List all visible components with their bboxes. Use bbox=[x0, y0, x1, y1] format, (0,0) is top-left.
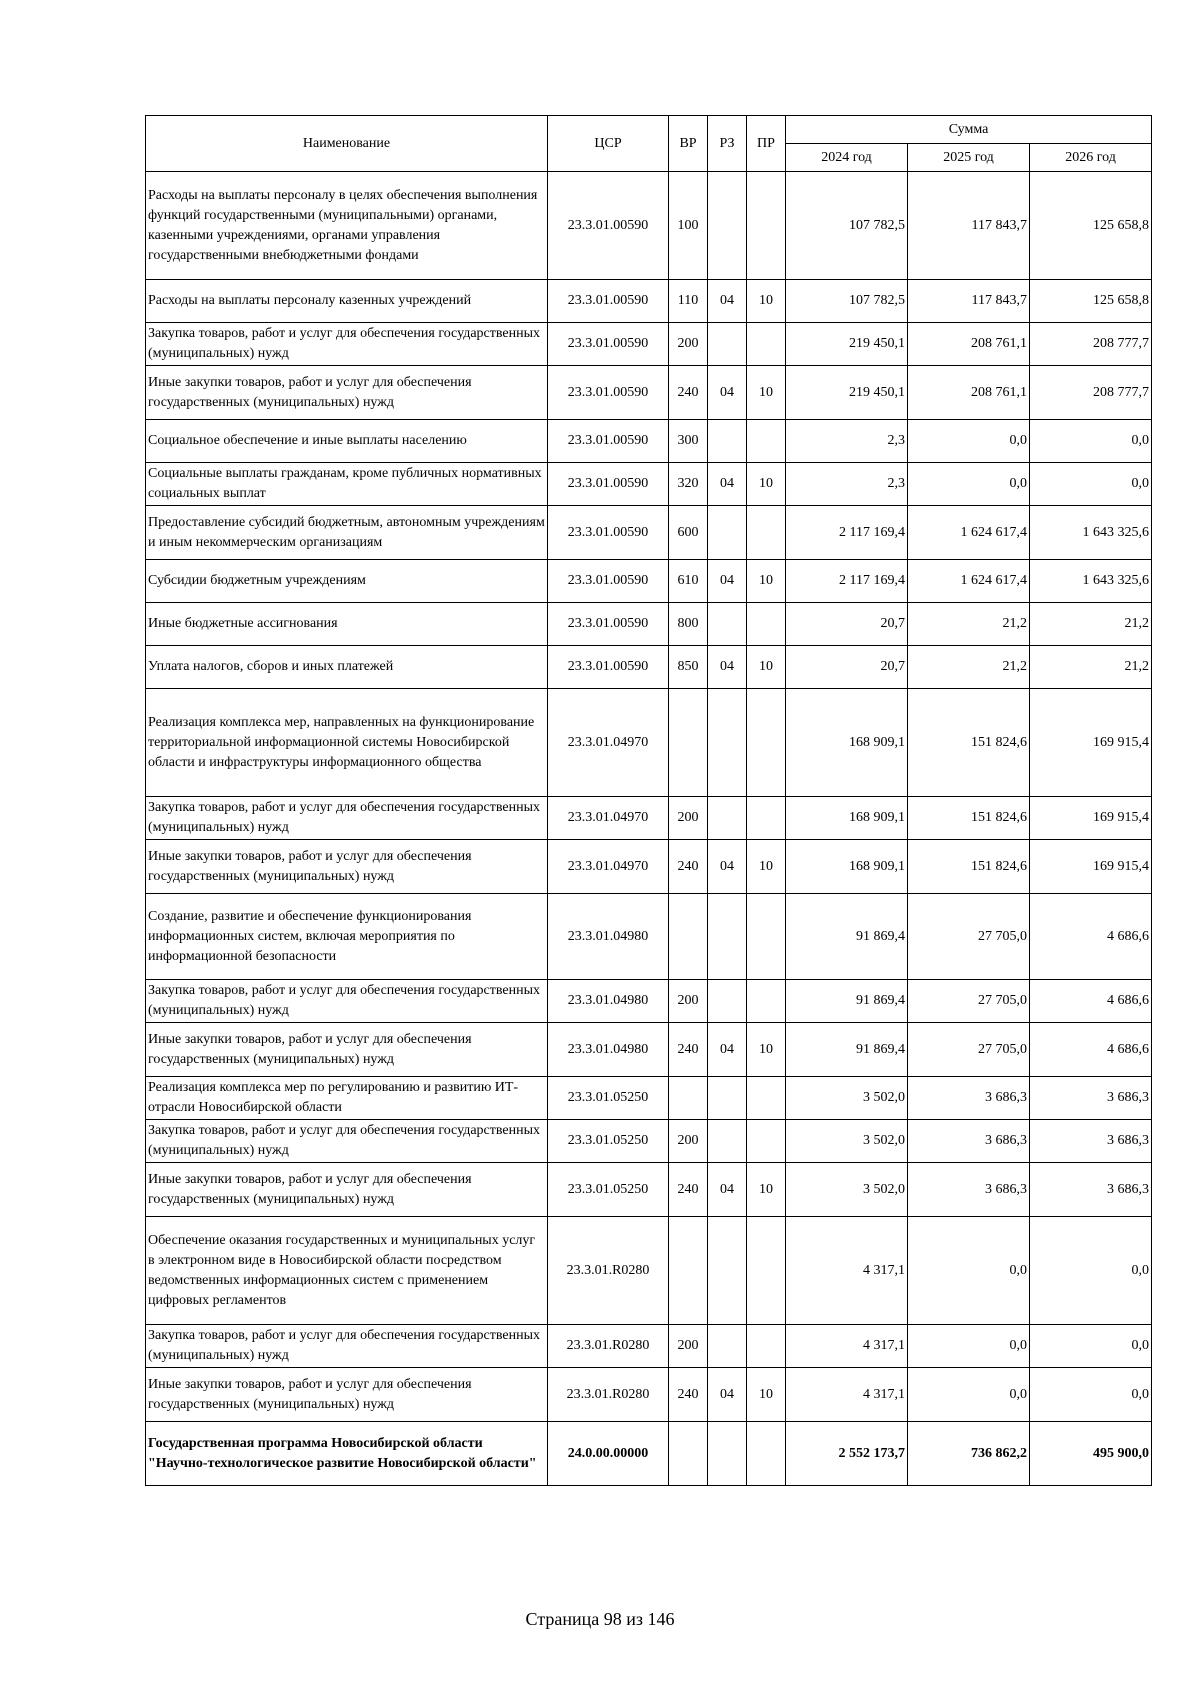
row-csr: 23.3.01.00590 bbox=[548, 506, 669, 560]
row-pr bbox=[747, 1120, 786, 1163]
row-amount-2025: 21,2 bbox=[908, 646, 1030, 689]
row-name: Закупка товаров, работ и услуг для обеспечения государственных (муниципальных) нужд bbox=[146, 323, 548, 366]
header-name: Наименование bbox=[146, 116, 548, 172]
table-row bbox=[146, 1077, 1152, 1120]
row-rz bbox=[708, 689, 747, 797]
row-csr: 23.3.01.05250 bbox=[548, 1163, 669, 1217]
row-pr bbox=[747, 603, 786, 646]
table-row bbox=[146, 1422, 1152, 1486]
table-row bbox=[146, 1368, 1152, 1422]
row-pr bbox=[747, 506, 786, 560]
row-csr: 23.3.01.R0280 bbox=[548, 1368, 669, 1422]
row-csr: 23.3.01.04970 bbox=[548, 840, 669, 894]
row-csr: 23.3.01.04980 bbox=[548, 980, 669, 1023]
table-row bbox=[146, 689, 1152, 797]
row-name: Реализация комплекса мер, направленных на функционирование территориальной информационной системы Новосибирской области и инфраструктуры информационного общества bbox=[146, 689, 548, 797]
row-pr: 10 bbox=[747, 1023, 786, 1077]
row-vr: 240 bbox=[669, 840, 708, 894]
row-amount-2025: 151 824,6 bbox=[908, 840, 1030, 894]
table-row bbox=[146, 840, 1152, 894]
row-vr: 300 bbox=[669, 420, 708, 463]
row-pr: 10 bbox=[747, 840, 786, 894]
row-amount-2025: 208 761,1 bbox=[908, 323, 1030, 366]
row-name: Закупка товаров, работ и услуг для обеспечения государственных (муниципальных) нужд bbox=[146, 1120, 548, 1163]
row-vr: 100 bbox=[669, 172, 708, 280]
row-pr bbox=[747, 323, 786, 366]
table-row bbox=[146, 506, 1152, 560]
row-amount-2026: 3 686,3 bbox=[1030, 1163, 1152, 1217]
row-rz: 04 bbox=[708, 560, 747, 603]
row-vr: 610 bbox=[669, 560, 708, 603]
row-amount-2024: 91 869,4 bbox=[786, 894, 908, 980]
row-pr: 10 bbox=[747, 280, 786, 323]
row-amount-2024: 2,3 bbox=[786, 420, 908, 463]
row-pr: 10 bbox=[747, 1163, 786, 1217]
table-row bbox=[146, 603, 1152, 646]
table-row bbox=[146, 1163, 1152, 1217]
row-rz: 04 bbox=[708, 280, 747, 323]
row-amount-2024: 2 117 169,4 bbox=[786, 506, 908, 560]
row-amount-2026: 1 643 325,6 bbox=[1030, 506, 1152, 560]
row-pr bbox=[747, 689, 786, 797]
row-csr: 23.3.01.00590 bbox=[548, 172, 669, 280]
row-amount-2026: 208 777,7 bbox=[1030, 323, 1152, 366]
row-name: Субсидии бюджетным учреждениям bbox=[146, 560, 548, 603]
row-amount-2025: 0,0 bbox=[908, 463, 1030, 506]
row-rz: 04 bbox=[708, 840, 747, 894]
row-vr: 240 bbox=[669, 1023, 708, 1077]
row-amount-2025: 27 705,0 bbox=[908, 1023, 1030, 1077]
row-amount-2024: 3 502,0 bbox=[786, 1077, 908, 1120]
row-name: Закупка товаров, работ и услуг для обеспечения государственных (муниципальных) нужд bbox=[146, 980, 548, 1023]
page-number: Страница 98 из 146 bbox=[525, 1609, 675, 1629]
row-amount-2024: 4 317,1 bbox=[786, 1325, 908, 1368]
row-pr bbox=[747, 1422, 786, 1486]
row-amount-2025: 1 624 617,4 bbox=[908, 506, 1030, 560]
row-rz bbox=[708, 1217, 747, 1325]
row-name: Предоставление субсидий бюджетным, автономным учреждениям и иным некоммерческим организациям bbox=[146, 506, 548, 560]
row-amount-2026: 125 658,8 bbox=[1030, 280, 1152, 323]
row-vr: 320 bbox=[669, 463, 708, 506]
row-amount-2024: 3 502,0 bbox=[786, 1120, 908, 1163]
row-csr: 24.0.00.00000 bbox=[548, 1422, 669, 1486]
header-vr: ВР bbox=[669, 116, 708, 172]
row-vr bbox=[669, 894, 708, 980]
row-amount-2026: 0,0 bbox=[1030, 420, 1152, 463]
row-amount-2025: 208 761,1 bbox=[908, 366, 1030, 420]
row-rz bbox=[708, 797, 747, 840]
row-amount-2026: 125 658,8 bbox=[1030, 172, 1152, 280]
table-row bbox=[146, 420, 1152, 463]
row-rz: 04 bbox=[708, 1023, 747, 1077]
row-rz bbox=[708, 603, 747, 646]
row-name: Иные закупки товаров, работ и услуг для обеспечения государственных (муниципальных) нужд bbox=[146, 840, 548, 894]
table-row bbox=[146, 463, 1152, 506]
row-amount-2025: 1 624 617,4 bbox=[908, 560, 1030, 603]
row-pr bbox=[747, 797, 786, 840]
table-row bbox=[146, 172, 1152, 280]
row-amount-2026: 0,0 bbox=[1030, 1217, 1152, 1325]
row-name: Социальное обеспечение и иные выплаты населению bbox=[146, 420, 548, 463]
table-row bbox=[146, 1325, 1152, 1368]
row-vr: 850 bbox=[669, 646, 708, 689]
row-csr: 23.3.01.R0280 bbox=[548, 1217, 669, 1325]
row-rz: 04 bbox=[708, 463, 747, 506]
table-body bbox=[146, 172, 1152, 1486]
row-name: Иные закупки товаров, работ и услуг для обеспечения государственных (муниципальных) нужд bbox=[146, 1163, 548, 1217]
row-amount-2026: 4 686,6 bbox=[1030, 980, 1152, 1023]
row-csr: 23.3.01.05250 bbox=[548, 1077, 669, 1120]
row-amount-2026: 21,2 bbox=[1030, 603, 1152, 646]
row-name: Социальные выплаты гражданам, кроме публичных нормативных социальных выплат bbox=[146, 463, 548, 506]
table-row bbox=[146, 366, 1152, 420]
row-csr: 23.3.01.04980 bbox=[548, 894, 669, 980]
row-pr bbox=[747, 172, 786, 280]
row-rz bbox=[708, 1325, 747, 1368]
row-vr: 240 bbox=[669, 366, 708, 420]
row-name: Создание, развитие и обеспечение функционирования информационных систем, включая мероприятия по информационной безопасности bbox=[146, 894, 548, 980]
row-pr: 10 bbox=[747, 560, 786, 603]
row-amount-2025: 736 862,2 bbox=[908, 1422, 1030, 1486]
row-vr: 800 bbox=[669, 603, 708, 646]
row-amount-2026: 3 686,3 bbox=[1030, 1077, 1152, 1120]
row-amount-2024: 168 909,1 bbox=[786, 689, 908, 797]
row-csr: 23.3.01.00590 bbox=[548, 323, 669, 366]
row-pr: 10 bbox=[747, 646, 786, 689]
row-rz bbox=[708, 506, 747, 560]
row-amount-2025: 21,2 bbox=[908, 603, 1030, 646]
row-amount-2024: 91 869,4 bbox=[786, 1023, 908, 1077]
row-rz bbox=[708, 980, 747, 1023]
table-row bbox=[146, 797, 1152, 840]
row-rz bbox=[708, 1422, 747, 1486]
row-amount-2024: 91 869,4 bbox=[786, 980, 908, 1023]
row-name: Иные закупки товаров, работ и услуг для обеспечения государственных (муниципальных) нужд bbox=[146, 1023, 548, 1077]
table-row bbox=[146, 980, 1152, 1023]
row-amount-2025: 0,0 bbox=[908, 1217, 1030, 1325]
header-year-2026: 2026 год bbox=[1030, 144, 1152, 172]
row-amount-2026: 495 900,0 bbox=[1030, 1422, 1152, 1486]
row-rz: 04 bbox=[708, 366, 747, 420]
row-amount-2024: 4 317,1 bbox=[786, 1217, 908, 1325]
row-csr: 23.3.01.00590 bbox=[548, 420, 669, 463]
row-amount-2024: 219 450,1 bbox=[786, 323, 908, 366]
row-amount-2025: 3 686,3 bbox=[908, 1163, 1030, 1217]
row-name: Расходы на выплаты персоналу казенных учреждений bbox=[146, 280, 548, 323]
table-row bbox=[146, 280, 1152, 323]
row-vr: 200 bbox=[669, 980, 708, 1023]
header-pr: ПР bbox=[747, 116, 786, 172]
row-vr: 110 bbox=[669, 280, 708, 323]
row-amount-2026: 169 915,4 bbox=[1030, 689, 1152, 797]
row-amount-2026: 1 643 325,6 bbox=[1030, 560, 1152, 603]
row-amount-2025: 151 824,6 bbox=[908, 689, 1030, 797]
row-vr: 200 bbox=[669, 1325, 708, 1368]
row-csr: 23.3.01.04970 bbox=[548, 689, 669, 797]
row-amount-2025: 0,0 bbox=[908, 420, 1030, 463]
row-vr bbox=[669, 1422, 708, 1486]
budget-table bbox=[145, 115, 1152, 1486]
row-amount-2026: 4 686,6 bbox=[1030, 1023, 1152, 1077]
row-amount-2024: 168 909,1 bbox=[786, 840, 908, 894]
row-csr: 23.3.01.00590 bbox=[548, 280, 669, 323]
row-vr: 200 bbox=[669, 323, 708, 366]
row-csr: 23.3.01.05250 bbox=[548, 1120, 669, 1163]
row-csr: 23.3.01.00590 bbox=[548, 560, 669, 603]
table-row bbox=[146, 560, 1152, 603]
row-pr: 10 bbox=[747, 366, 786, 420]
row-csr: 23.3.01.04970 bbox=[548, 797, 669, 840]
row-vr bbox=[669, 1077, 708, 1120]
table-row bbox=[146, 646, 1152, 689]
row-amount-2024: 2 117 169,4 bbox=[786, 560, 908, 603]
row-csr: 23.3.01.00590 bbox=[548, 463, 669, 506]
row-amount-2026: 3 686,3 bbox=[1030, 1120, 1152, 1163]
row-rz bbox=[708, 323, 747, 366]
row-name: Уплата налогов, сборов и иных платежей bbox=[146, 646, 548, 689]
row-pr bbox=[747, 1325, 786, 1368]
row-amount-2026: 0,0 bbox=[1030, 1325, 1152, 1368]
row-rz bbox=[708, 894, 747, 980]
table-row bbox=[146, 894, 1152, 980]
row-rz bbox=[708, 420, 747, 463]
row-amount-2025: 117 843,7 bbox=[908, 280, 1030, 323]
row-name: Закупка товаров, работ и услуг для обеспечения государственных (муниципальных) нужд bbox=[146, 797, 548, 840]
row-vr: 200 bbox=[669, 1120, 708, 1163]
table-row bbox=[146, 1023, 1152, 1077]
row-pr bbox=[747, 1077, 786, 1120]
row-amount-2026: 0,0 bbox=[1030, 463, 1152, 506]
table-row bbox=[146, 1217, 1152, 1325]
row-name: Иные закупки товаров, работ и услуг для обеспечения государственных (муниципальных) нужд bbox=[146, 366, 548, 420]
row-amount-2025: 27 705,0 bbox=[908, 980, 1030, 1023]
row-amount-2025: 0,0 bbox=[908, 1325, 1030, 1368]
table-row bbox=[146, 1120, 1152, 1163]
row-amount-2024: 3 502,0 bbox=[786, 1163, 908, 1217]
row-amount-2024: 107 782,5 bbox=[786, 280, 908, 323]
row-vr: 600 bbox=[669, 506, 708, 560]
row-vr: 240 bbox=[669, 1368, 708, 1422]
row-amount-2024: 2,3 bbox=[786, 463, 908, 506]
row-amount-2025: 3 686,3 bbox=[908, 1120, 1030, 1163]
row-rz bbox=[708, 172, 747, 280]
row-rz: 04 bbox=[708, 1163, 747, 1217]
row-amount-2025: 151 824,6 bbox=[908, 797, 1030, 840]
row-amount-2026: 4 686,6 bbox=[1030, 894, 1152, 980]
row-vr bbox=[669, 689, 708, 797]
header-sum: Сумма bbox=[786, 116, 1152, 144]
row-pr bbox=[747, 1217, 786, 1325]
row-csr: 23.3.01.R0280 bbox=[548, 1325, 669, 1368]
row-amount-2025: 3 686,3 bbox=[908, 1077, 1030, 1120]
row-amount-2024: 4 317,1 bbox=[786, 1368, 908, 1422]
row-amount-2026: 208 777,7 bbox=[1030, 366, 1152, 420]
table-row bbox=[146, 323, 1152, 366]
row-name: Расходы на выплаты персоналу в целях обеспечения выполнения функций государственными (муниципальными) органами, казенными учреждениями, органами управления государственными внебюджетными фондами bbox=[146, 172, 548, 280]
row-pr: 10 bbox=[747, 1368, 786, 1422]
row-name: Закупка товаров, работ и услуг для обеспечения государственных (муниципальных) нужд bbox=[146, 1325, 548, 1368]
row-name: Государственная программа Новосибирской области "Научно-технологическое развитие Новосибирской области" bbox=[146, 1422, 548, 1486]
row-rz bbox=[708, 1120, 747, 1163]
row-amount-2024: 20,7 bbox=[786, 646, 908, 689]
row-amount-2026: 0,0 bbox=[1030, 1368, 1152, 1422]
row-rz bbox=[708, 1077, 747, 1120]
row-amount-2024: 219 450,1 bbox=[786, 366, 908, 420]
row-amount-2026: 169 915,4 bbox=[1030, 797, 1152, 840]
row-amount-2024: 168 909,1 bbox=[786, 797, 908, 840]
header-year-2024: 2024 год bbox=[786, 144, 908, 172]
row-amount-2025: 27 705,0 bbox=[908, 894, 1030, 980]
row-name: Иные бюджетные ассигнования bbox=[146, 603, 548, 646]
row-amount-2025: 117 843,7 bbox=[908, 172, 1030, 280]
header-csr: ЦСР bbox=[548, 116, 669, 172]
header-year-2025: 2025 год bbox=[908, 144, 1030, 172]
row-amount-2024: 107 782,5 bbox=[786, 172, 908, 280]
row-pr bbox=[747, 980, 786, 1023]
row-name: Реализация комплекса мер по регулированию и развитию ИТ-отрасли Новосибирской области bbox=[146, 1077, 548, 1120]
row-amount-2026: 21,2 bbox=[1030, 646, 1152, 689]
row-csr: 23.3.01.04980 bbox=[548, 1023, 669, 1077]
row-amount-2026: 169 915,4 bbox=[1030, 840, 1152, 894]
row-vr: 240 bbox=[669, 1163, 708, 1217]
row-amount-2024: 2 552 173,7 bbox=[786, 1422, 908, 1486]
row-rz: 04 bbox=[708, 1368, 747, 1422]
row-csr: 23.3.01.00590 bbox=[548, 366, 669, 420]
row-vr: 200 bbox=[669, 797, 708, 840]
row-csr: 23.3.01.00590 bbox=[548, 646, 669, 689]
row-amount-2025: 0,0 bbox=[908, 1368, 1030, 1422]
row-pr: 10 bbox=[747, 463, 786, 506]
row-vr bbox=[669, 1217, 708, 1325]
row-name: Иные закупки товаров, работ и услуг для обеспечения государственных (муниципальных) нужд bbox=[146, 1368, 548, 1422]
row-csr: 23.3.01.00590 bbox=[548, 603, 669, 646]
row-pr bbox=[747, 420, 786, 463]
row-name: Обеспечение оказания государственных и муниципальных услуг в электронном виде в Новосибирской области посредством ведомственных информационных систем с применением цифровых регламентов bbox=[146, 1217, 548, 1325]
row-pr bbox=[747, 894, 786, 980]
header-rz: РЗ bbox=[708, 116, 747, 172]
row-amount-2024: 20,7 bbox=[786, 603, 908, 646]
row-rz: 04 bbox=[708, 646, 747, 689]
